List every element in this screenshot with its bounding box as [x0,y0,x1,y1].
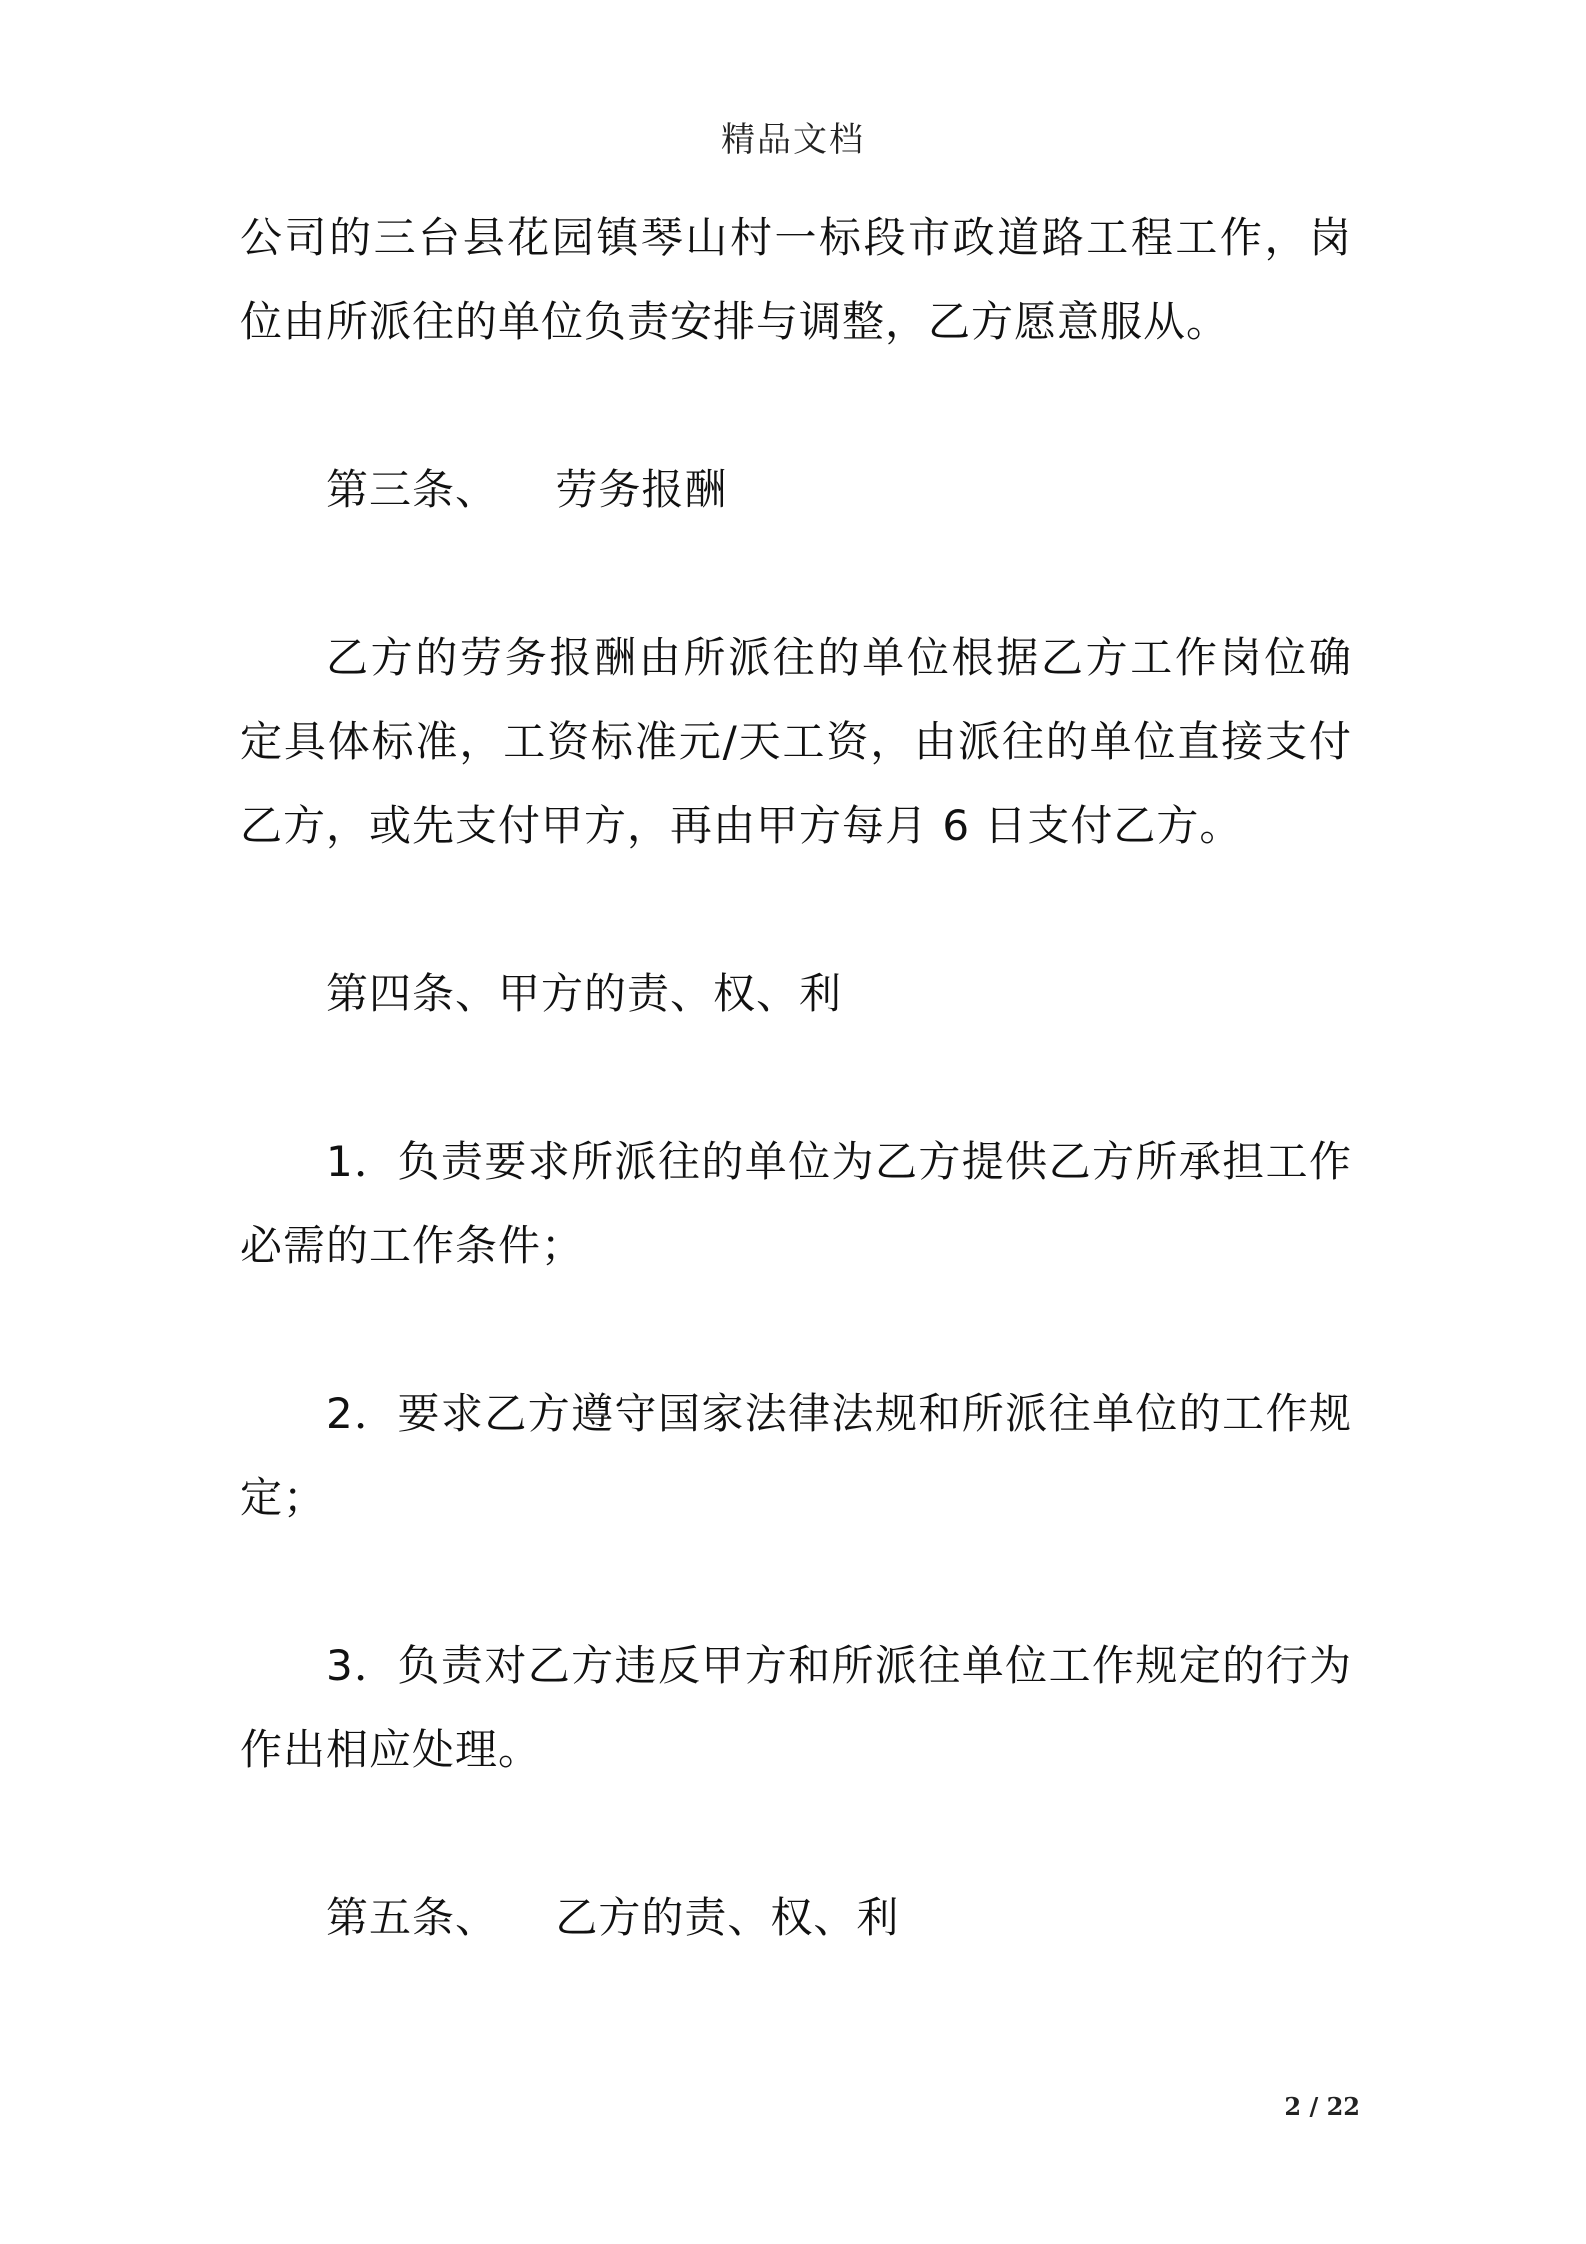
document-body [240,196,1352,2044]
page-header: 精品文档 [721,120,865,160]
paragraph-continued: 公司的三台县花园镇琴山村一标段市政道路工程工作，岗位由所派往的单位负责安排与调整，乙方愿意服从。 [240,213,1352,346]
article-3-paragraph: 乙方的劳务报酬由所派往的单位根据乙方工作岗位确定具体标准，工资标准元/天工资，由派往的单位直接支付乙方，或先支付甲方，再由甲方每月 6 日支付乙方。 [240,633,1352,850]
page-number: 2 / 22 [1284,2092,1360,2121]
article-5-heading: 第五条、 乙方的责、权、利 [326,1893,900,1942]
article-3-heading: 第三条、 劳务报酬 [326,465,728,514]
article-4-item-2: 2．要求乙方遵守国家法律法规和所派往单位的工作规定； [240,1389,1352,1522]
article-4-item-1: 1．负责要求所派往的单位为乙方提供乙方所承担工作必需的工作条件； [240,1137,1352,1270]
article-4-item-3: 3．负责对乙方违反甲方和所派往单位工作规定的行为作出相应处理。 [240,1641,1352,1774]
article-4-heading: 第四条、甲方的责、权、利 [326,969,843,1018]
